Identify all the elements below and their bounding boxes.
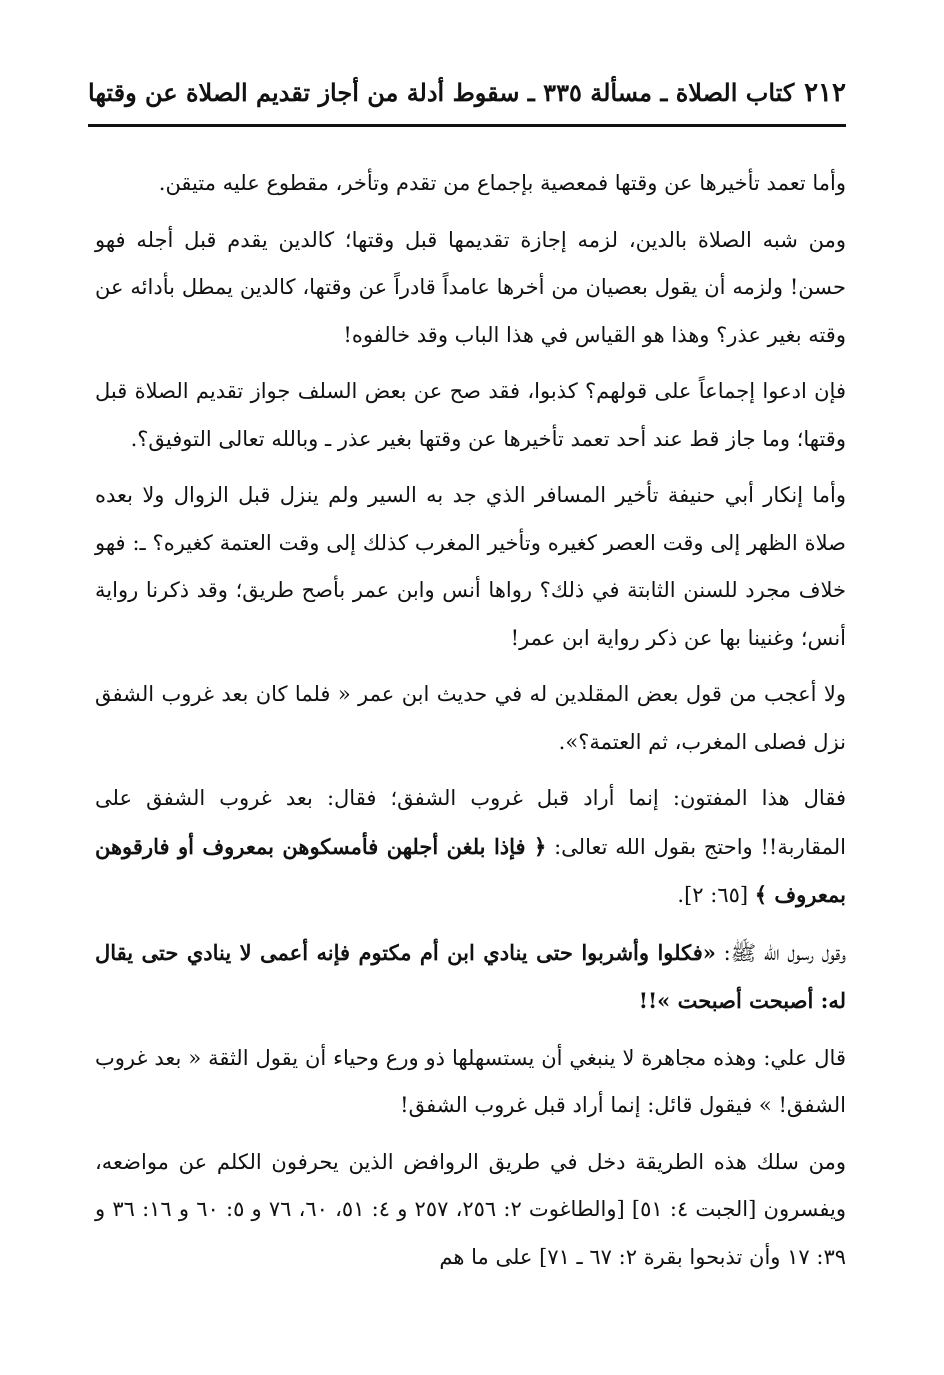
- paragraph-4: وأما إنكار أبي حنيفة تأخير المسافر الذي جد به السير ولم ينزل قبل الزوال ولا بعده صلاة الظهر إلى وقت العصر كغيره وتأخير المغرب كذلك إلى وقت العتمة كغيره؟ ـ: فهو خلاف مجرد للسنن الثابتة في ذلك؟ رواها أنس وابن عمر بأصح طريق؛ وقد ذكرنا رواية أنس؛ وغنينا بها عن ذكر رواية ابن عمر!: [95, 483, 846, 650]
- paragraph-5: ولا أعجب من قول بعض المقلدين له في حديث ابن عمر « فلما كان بعد غروب الشفق نزل فصلى المغرب، ثم العتمة؟».: [95, 682, 846, 754]
- paragraph-1: وأما تعمد تأخيرها عن وقتها فمعصية بإجماع من تقدم وتأخر، مقطوع عليه متيقن.: [158, 171, 846, 195]
- page-number: ٢١٢: [804, 78, 846, 108]
- paragraph-2: ومن شبه الصلاة بالدين، لزمه إجازة تقديمها قبل وقتها؛ كالدين يقدم قبل أجله فهو حسن! ولزمه أن يقول بعصيان من أخرها عامداً قادراً عن وقتها، كالدين يمطل بأدائه عن وقته بغير عذر؟ وهذا هو القياس في هذا الباب وقد خالفوه!: [95, 227, 846, 347]
- paragraph-3: فإن ادعوا إجماعاً على قولهم؟ كذبوا، فقد صح عن بعض السلف جواز تقديم الصلاة قبل وقتها؛ وما جاز قط عند أحد تعمد تأخيرها عن وقتها بغير عذر ـ وبالله تعالى التوفيق؟.: [95, 379, 846, 451]
- body-text: [95, 160, 846, 1290]
- hadith-quote: «فكلوا وأشربوا حتى ينادي ابن أم مكتوم فإنه أعمى لا ينادي حتى يقال له: أصبحت أصبحت »!!: [95, 939, 846, 1013]
- quran-reference: [٦٥: ٢].: [677, 883, 755, 907]
- header-rule: [88, 124, 846, 127]
- paragraph-9: ومن سلك هذه الطريقة دخل في طريق الروافض الذين يحرفون الكلم عن مواضعه، ويفسرون [الجبت ٤: ٥١] [والطاغوت ٢: ٢٥٦، ٢٥٧ و ٤: ٥١، ٦٠، ٧٦ و ٥: ٦٠ و ١٦: ٣٦ و ٣٩: ١٧ وأن تذبحوا بقرة ٢: ٦٧ ـ ٧١] على ما هم: [95, 1149, 847, 1269]
- quran-quote: ﴿ فإذا بلغن أجلهن فأمسكوهن بمعروف أو فارقوهن بمعروف ﴾: [95, 833, 846, 907]
- running-title: كتاب الصلاة ـ مسألة ٣٣٥ ـ سقوط أدلة من أجاز تقديم الصلاة عن وقتها: [88, 78, 795, 107]
- paragraph-8: قال علي: وهذه مجاهرة لا ينبغي أن يستسهلها ذو ورع وحياء أن يقول الثقة « بعد غروب الشفق! » فيقول قائل: إنما أراد قبل غروب الشفق!: [95, 1045, 846, 1117]
- paragraph-6: فقال هذا المفتون: إنما أراد قبل غروب الشفق؛ فقال: بعد غروب الشفق على المقاربة!! واحتج بقول الله تعالى: ﴿ فإذا بلغن أجلهن فأمسكوهن بمعروف أو فارقوهن بمعروف ﴾ [٦٥: ٢].: [95, 786, 846, 907]
- paragraph-7: وقول رسول الله ﷺ: «فكلوا وأشربوا حتى ينادي ابن أم مكتوم فإنه أعمى لا ينادي حتى يقال له: أصبحت أصبحت »!!: [95, 939, 846, 1013]
- page-header: [88, 70, 846, 120]
